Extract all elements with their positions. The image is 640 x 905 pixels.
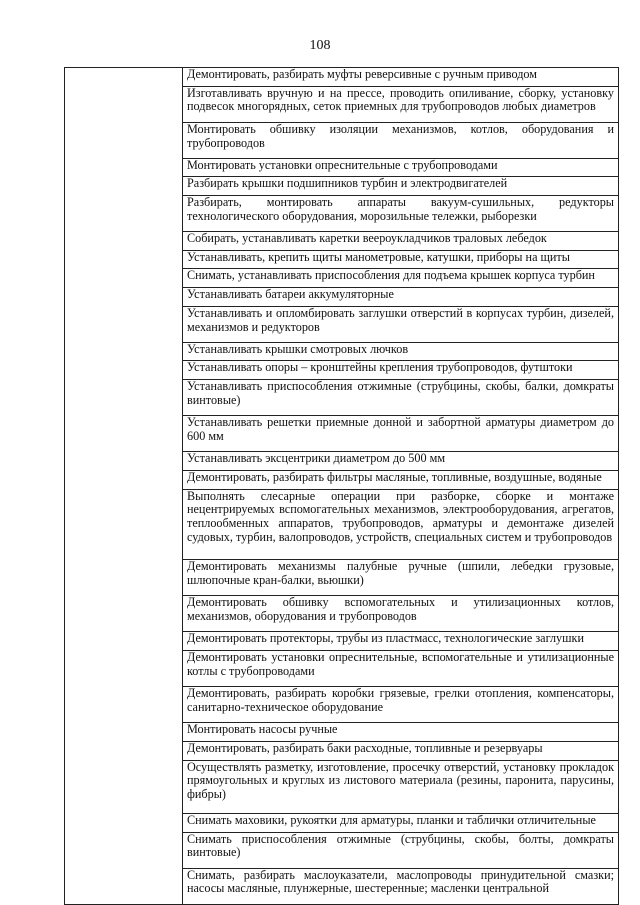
task-description-cell: Устанавливать и опломбировать заглушки отверстий в корпусах турбин, дизелей, механизмов и редукторов bbox=[183, 306, 619, 342]
task-description-cell: Демонтировать установки опреснительные, вспомогательные и утилизационные котлы с трубопроводами bbox=[183, 651, 619, 687]
task-description-cell: Устанавливать приспособления отжимные (струбцины, скобы, балки, домкраты винтовые) bbox=[183, 380, 619, 416]
task-description-cell: Разбирать крышки подшипников турбин и электродвигателей bbox=[183, 177, 619, 196]
table-body bbox=[65, 68, 619, 905]
task-description-cell: Демонтировать обшивку вспомогательных и утилизационных котлов, механизмов, оборудования и трубопроводов bbox=[183, 596, 619, 632]
task-description-cell: Устанавливать крышки смотровых лючков bbox=[183, 342, 619, 361]
task-description-cell: Монтировать установки опреснительные с трубопроводами bbox=[183, 158, 619, 177]
task-description-cell: Изготавливать вручную и на прессе, проводить опиливание, сборку, установку подвесок многорядных, сеток приемных для трубопроводов любых диаметров bbox=[183, 86, 619, 122]
task-description-cell: Устанавливать эксцентрики диаметром до 500 мм bbox=[183, 452, 619, 471]
task-description-cell: Устанавливать батареи аккумуляторные bbox=[183, 288, 619, 307]
left-column-cell bbox=[65, 68, 183, 905]
task-description-cell: Демонтировать протекторы, трубы из пластмасс, технологические заглушки bbox=[183, 632, 619, 651]
task-description-cell: Снимать, устанавливать приспособления для подъема крышек корпуса турбин bbox=[183, 269, 619, 288]
task-description-cell: Устанавливать, крепить щиты манометровые, катушки, приборы на щиты bbox=[183, 250, 619, 269]
task-description-cell: Осуществлять разметку, изготовление, просечку отверстий, установку прокладок прямоугольных и круглых из листового материала (резины, паронита, парусины, фибры) bbox=[183, 760, 619, 813]
task-description-cell: Демонтировать, разбирать муфты реверсивные с ручным приводом bbox=[183, 68, 619, 87]
page-number: 108 bbox=[309, 38, 331, 53]
task-description-cell: Устанавливать опоры – кронштейны крепления трубопроводов, футштоки bbox=[183, 361, 619, 380]
task-description-cell: Демонтировать механизмы палубные ручные (шпили, лебедки грузовые, шлюпочные кран-балки, вьюшки) bbox=[183, 560, 619, 596]
task-description-cell: Демонтировать, разбирать коробки грязевые, грелки отопления, компенсаторы, санитарно-техническое оборудование bbox=[183, 687, 619, 723]
table-row bbox=[65, 68, 619, 87]
task-description-cell: Демонтировать, разбирать баки расходные, топливные и резервуары bbox=[183, 741, 619, 760]
task-table bbox=[64, 67, 619, 905]
task-description-cell: Монтировать насосы ручные bbox=[183, 723, 619, 742]
task-description-cell: Снимать, разбирать маслоуказатели, маслопроводы принудительной смазки; насосы масляные, плунжерные, шестеренные; масленки центральной bbox=[183, 868, 619, 904]
task-description-cell: Собирать, устанавливать каретки веероукладчиков траловых лебедок bbox=[183, 232, 619, 251]
task-description-cell: Разбирать, монтировать аппараты вакуум-сушильных, редукторы технологического оборудования, морозильные тележки, рыборезки bbox=[183, 196, 619, 232]
task-description-cell: Устанавливать решетки приемные донной и забортной арматуры диаметром до 600 мм bbox=[183, 416, 619, 452]
task-description-cell: Снимать приспособления отжимные (струбцины, скобы, болты, домкраты винтовые) bbox=[183, 832, 619, 868]
task-description-cell: Демонтировать, разбирать фильтры масляные, топливные, воздушные, водяные bbox=[183, 470, 619, 489]
task-description-cell: Монтировать обшивку изоляции механизмов, котлов, оборудования и трубопроводов bbox=[183, 122, 619, 158]
task-description-cell: Выполнять слесарные операции при разборке, сборке и монтаже нецентрируемых вспомогательных механизмов, электрооборудования, агрегатов, теплообменных аппаратов, трубопроводов, арматуры и демонтаже дизелей судовых, турбин, валопроводов, устройств, специальных систем и трубопроводов bbox=[183, 489, 619, 560]
task-description-cell: Снимать маховики, рукоятки для арматуры, планки и таблички отличительные bbox=[183, 813, 619, 832]
